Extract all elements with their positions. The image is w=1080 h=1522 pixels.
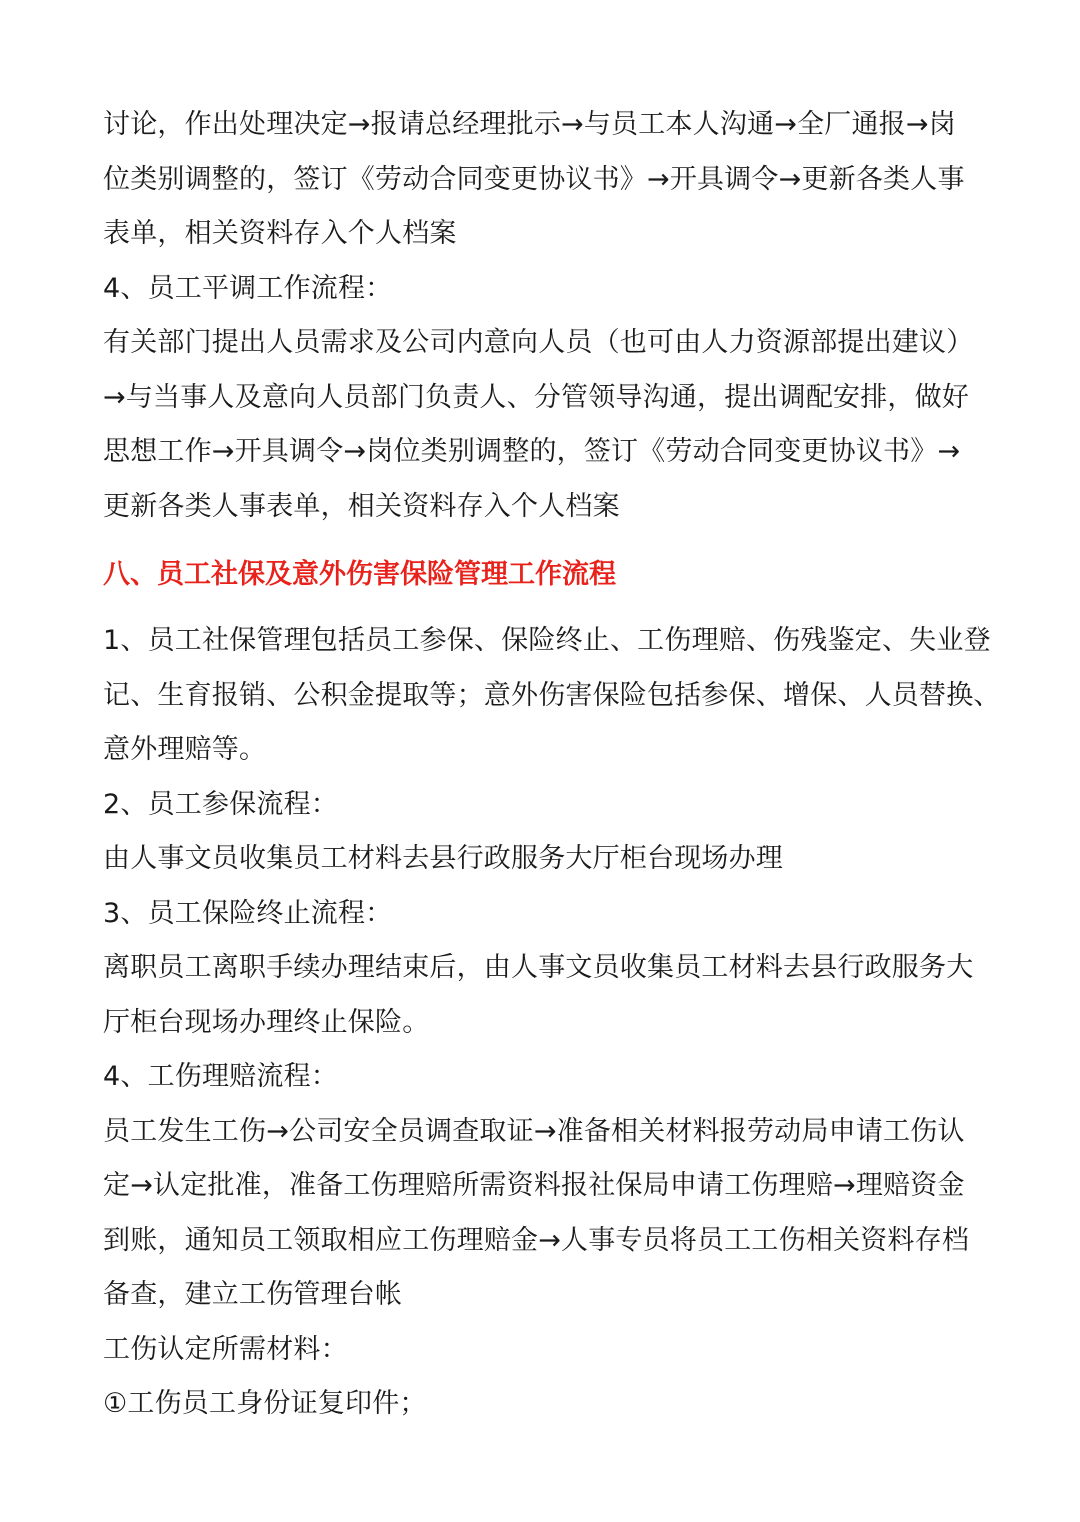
text-line: 意外理赔等。	[103, 734, 267, 765]
item-title: 4、工伤理赔流程：	[103, 1061, 338, 1092]
text-line: 厅柜台现场办理终止保险。	[103, 1006, 430, 1038]
text-line: 到账，通知员工领取相应工伤理赔金→人事专员将员工工伤相关资料存档	[103, 1224, 970, 1256]
item-title: 工伤认定所需材料：	[103, 1333, 348, 1365]
text-line: 备查，建立工伤管理台帐	[103, 1279, 403, 1310]
text-line: 记、生育报销、公积金提取等；意外伤害保险包括参保、增保、人员替换、	[103, 679, 1001, 711]
text-line: 有关部门提出人员需求及公司内意向人员（也可由人力资源部提出建议）	[103, 327, 974, 358]
text-line: 1、员工社保管理包括员工参保、保险终止、工伤理赔、伤残鉴定、失业登	[103, 625, 991, 656]
text-line: 离职员工离职手续办理结束后，由人事文员收集员工材料去县行政服务大	[103, 952, 974, 983]
text-line: 定→认定批准，准备工伤理赔所需资料报社保局申请工伤理赔→理赔资金	[103, 1170, 965, 1201]
item-title: 4、员工平调工作流程：	[103, 272, 393, 304]
section-heading: 八、员工社保及意外伤害保险管理工作流程	[103, 559, 616, 590]
text-line: 更新各类人事表单，相关资料存入个人档案	[103, 490, 620, 522]
text-line: 思想工作→开具调令→岗位类别调整的，签订《劳动合同变更协议书》→	[103, 436, 961, 467]
text-line: →与当事人及意向人员部门负责人、分管领导沟通，提出调配安排，做好	[103, 381, 970, 413]
text-line: 位类别调整的，签订《劳动合同变更协议书》→开具调令→更新各类人事	[103, 163, 965, 195]
item-title: 2、员工参保流程：	[103, 788, 338, 820]
document-page	[103, 98, 1001, 1432]
text-line: 员工发生工伤→公司安全员调查取证→准备相关材料报劳动局申请工伤认	[103, 1115, 965, 1147]
item-title: 3、员工保险终止流程：	[103, 897, 393, 929]
text-line: 由人事文员收集员工材料去县行政服务大厅柜台现场办理	[103, 843, 783, 874]
text-line: 表单，相关资料存入个人档案	[103, 218, 457, 249]
list-item: ①工伤员工身份证复印件；	[103, 1388, 427, 1419]
text-line: 讨论，作出处理决定→报请总经理批示→与员工本人沟通→全厂通报→岗	[103, 109, 956, 140]
